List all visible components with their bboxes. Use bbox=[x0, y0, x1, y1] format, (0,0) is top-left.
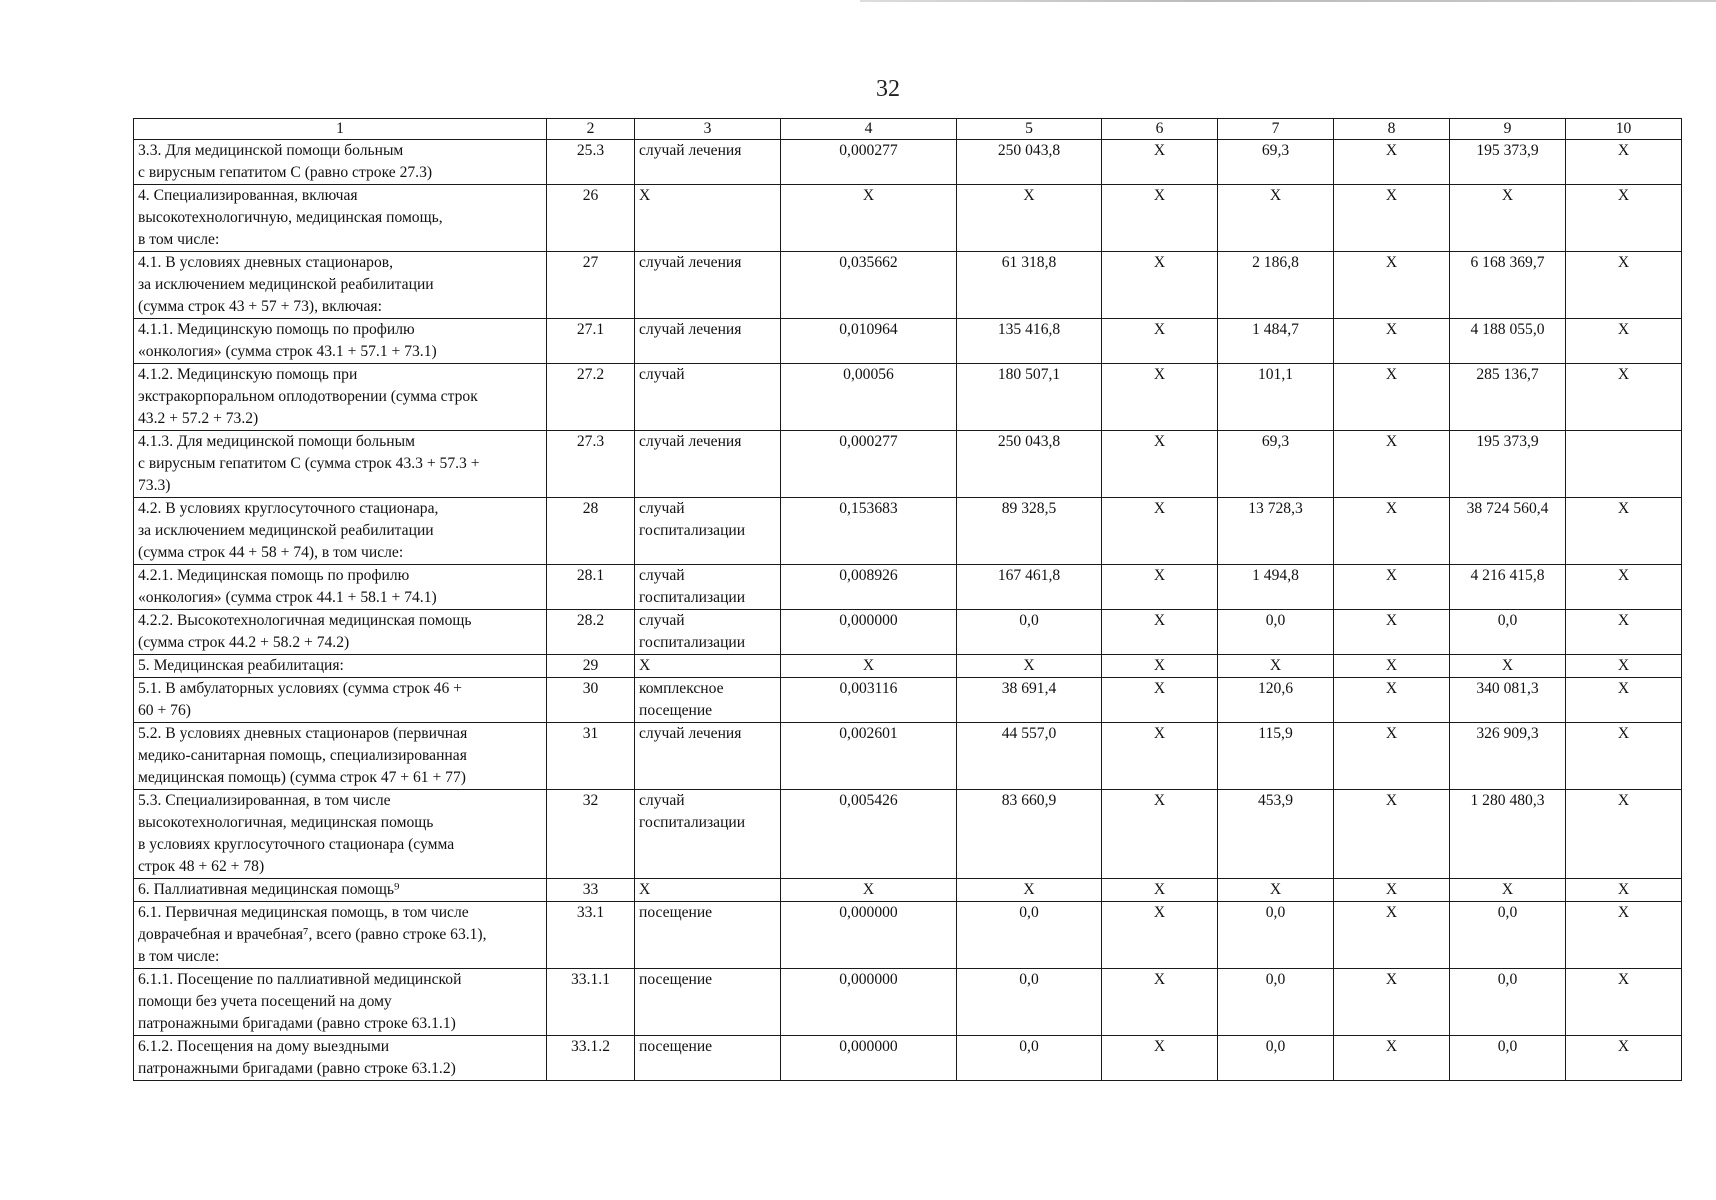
table-row bbox=[134, 969, 1682, 1036]
col-6-value: Х bbox=[1102, 1036, 1218, 1081]
col-6-value: Х bbox=[1102, 319, 1218, 364]
table-row bbox=[134, 364, 1682, 431]
col-8-value: Х bbox=[1334, 565, 1450, 610]
total-cost: Х bbox=[1450, 879, 1566, 902]
row-number: 28.1 bbox=[547, 565, 635, 610]
row-description: 4. Специализированная, включая высокотехнологичную, медицинская помощь, в том числе: bbox=[134, 185, 547, 252]
col-6-value: Х bbox=[1102, 879, 1218, 902]
col-8-value: Х bbox=[1334, 185, 1450, 252]
row-number: 28 bbox=[547, 498, 635, 565]
total-cost: 340 081,3 bbox=[1450, 678, 1566, 723]
column-header: 6 bbox=[1102, 119, 1218, 140]
cost-norm: 83 660,9 bbox=[957, 790, 1102, 879]
volume-norm: 0,005426 bbox=[781, 790, 957, 879]
volume-norm: 0,000000 bbox=[781, 610, 957, 655]
col-8-value: Х bbox=[1334, 790, 1450, 879]
scan-top-edge-line bbox=[860, 0, 1716, 2]
unit: Х bbox=[635, 879, 781, 902]
volume-norm: Х bbox=[781, 185, 957, 252]
unit: случай лечения bbox=[635, 140, 781, 185]
cost-norm: 135 416,8 bbox=[957, 319, 1102, 364]
total-cost: 4 216 415,8 bbox=[1450, 565, 1566, 610]
row-description: 3.3. Для медицинской помощи больным с вирусным гепатитом С (равно строке 27.3) bbox=[134, 140, 547, 185]
row-description: 4.2.1. Медицинская помощь по профилю «онкология» (сумма строк 44.1 + 58.1 + 74.1) bbox=[134, 565, 547, 610]
per-capita-value: 69,3 bbox=[1218, 140, 1334, 185]
unit: случай лечения bbox=[635, 252, 781, 319]
total-cost: 0,0 bbox=[1450, 902, 1566, 969]
row-description: 5. Медицинская реабилитация: bbox=[134, 655, 547, 678]
col-8-value: Х bbox=[1334, 319, 1450, 364]
table-row bbox=[134, 790, 1682, 879]
col-6-value: Х bbox=[1102, 723, 1218, 790]
unit: Х bbox=[635, 185, 781, 252]
col-6-value: Х bbox=[1102, 610, 1218, 655]
per-capita-value: 2 186,8 bbox=[1218, 252, 1334, 319]
volume-norm: 0,000277 bbox=[781, 140, 957, 185]
row-number: 25.3 bbox=[547, 140, 635, 185]
total-cost: 326 909,3 bbox=[1450, 723, 1566, 790]
total-cost: 195 373,9 bbox=[1450, 431, 1566, 498]
cost-norm: 250 043,8 bbox=[957, 140, 1102, 185]
volume-norm: 0,000000 bbox=[781, 969, 957, 1036]
row-number: 28.2 bbox=[547, 610, 635, 655]
table-row bbox=[134, 140, 1682, 185]
col-6-value: Х bbox=[1102, 252, 1218, 319]
table-row bbox=[134, 902, 1682, 969]
col-8-value: Х bbox=[1334, 498, 1450, 565]
col-10-value: Х bbox=[1566, 185, 1682, 252]
col-8-value: Х bbox=[1334, 969, 1450, 1036]
total-cost: Х bbox=[1450, 185, 1566, 252]
per-capita-value: 13 728,3 bbox=[1218, 498, 1334, 565]
col-6-value: Х bbox=[1102, 431, 1218, 498]
col-6-value: Х bbox=[1102, 140, 1218, 185]
table-row bbox=[134, 655, 1682, 678]
unit: случай госпитализации bbox=[635, 498, 781, 565]
col-6-value: Х bbox=[1102, 678, 1218, 723]
row-number: 32 bbox=[547, 790, 635, 879]
row-description: 4.1.2. Медицинскую помощь при экстракорпоральном оплодотворении (сумма строк 43.2 + 57.2 + 73.2) bbox=[134, 364, 547, 431]
col-10-value: Х bbox=[1566, 140, 1682, 185]
total-cost: 6 168 369,7 bbox=[1450, 252, 1566, 319]
row-number: 30 bbox=[547, 678, 635, 723]
unit: случай лечения bbox=[635, 319, 781, 364]
table-row bbox=[134, 185, 1682, 252]
total-cost: 0,0 bbox=[1450, 610, 1566, 655]
volume-norm: Х bbox=[781, 879, 957, 902]
per-capita-value: Х bbox=[1218, 879, 1334, 902]
cost-norm: 38 691,4 bbox=[957, 678, 1102, 723]
col-6-value: Х bbox=[1102, 902, 1218, 969]
per-capita-value: Х bbox=[1218, 185, 1334, 252]
volume-norm: 0,000277 bbox=[781, 431, 957, 498]
data-table bbox=[133, 118, 1682, 1081]
total-cost: 1 280 480,3 bbox=[1450, 790, 1566, 879]
col-10-value bbox=[1566, 431, 1682, 498]
row-description: 6.1.1. Посещение по паллиативной медицинской помощи без учета посещений на дому патронажными бригадами (равно строке 63.1.1) bbox=[134, 969, 547, 1036]
table-row bbox=[134, 252, 1682, 319]
total-cost: 38 724 560,4 bbox=[1450, 498, 1566, 565]
col-8-value: Х bbox=[1334, 655, 1450, 678]
total-cost: 0,0 bbox=[1450, 1036, 1566, 1081]
row-number: 27.3 bbox=[547, 431, 635, 498]
row-description: 4.1.3. Для медицинской помощи больным с вирусным гепатитом С (сумма строк 43.3 + 57.3 + 73.3) bbox=[134, 431, 547, 498]
table-row bbox=[134, 565, 1682, 610]
row-description: 5.1. В амбулаторных условиях (сумма строк 46 + 60 + 76) bbox=[134, 678, 547, 723]
row-number: 33.1.1 bbox=[547, 969, 635, 1036]
column-header: 3 bbox=[635, 119, 781, 140]
col-10-value: Х bbox=[1566, 723, 1682, 790]
table-row bbox=[134, 678, 1682, 723]
column-header: 1 bbox=[134, 119, 547, 140]
col-6-value: Х bbox=[1102, 565, 1218, 610]
row-description: 4.2.2. Высокотехнологичная медицинская помощь (сумма строк 44.2 + 58.2 + 74.2) bbox=[134, 610, 547, 655]
cost-norm: 89 328,5 bbox=[957, 498, 1102, 565]
table-body bbox=[134, 140, 1682, 1081]
col-8-value: Х bbox=[1334, 140, 1450, 185]
volume-norm: 0,003116 bbox=[781, 678, 957, 723]
total-cost: 285 136,7 bbox=[1450, 364, 1566, 431]
unit: случай госпитализации bbox=[635, 565, 781, 610]
col-8-value: Х bbox=[1334, 610, 1450, 655]
volume-norm: 0,00056 bbox=[781, 364, 957, 431]
col-6-value: Х bbox=[1102, 655, 1218, 678]
per-capita-value: 69,3 bbox=[1218, 431, 1334, 498]
per-capita-value: 0,0 bbox=[1218, 969, 1334, 1036]
row-number: 31 bbox=[547, 723, 635, 790]
col-10-value: Х bbox=[1566, 678, 1682, 723]
column-header: 8 bbox=[1334, 119, 1450, 140]
total-cost: 4 188 055,0 bbox=[1450, 319, 1566, 364]
unit: случай bbox=[635, 364, 781, 431]
row-number: 33.1.2 bbox=[547, 1036, 635, 1081]
row-description: 6.1.2. Посещения на дому выездными патронажными бригадами (равно строке 63.1.2) bbox=[134, 1036, 547, 1081]
cost-norm: 61 318,8 bbox=[957, 252, 1102, 319]
unit: случай лечения bbox=[635, 431, 781, 498]
table-row bbox=[134, 319, 1682, 364]
col-6-value: Х bbox=[1102, 364, 1218, 431]
unit: посещение bbox=[635, 902, 781, 969]
col-10-value: Х bbox=[1566, 565, 1682, 610]
row-description: 5.2. В условиях дневных стационаров (первичная медико-санитарная помощь, специализированная медицинская помощь) (сумма строк 47 + 61 + 77) bbox=[134, 723, 547, 790]
col-6-value: Х bbox=[1102, 790, 1218, 879]
row-number: 27.2 bbox=[547, 364, 635, 431]
cost-norm: Х bbox=[957, 185, 1102, 252]
cost-norm: Х bbox=[957, 879, 1102, 902]
unit: комплексное посещение bbox=[635, 678, 781, 723]
table-row bbox=[134, 431, 1682, 498]
col-10-value: Х bbox=[1566, 364, 1682, 431]
per-capita-value: 0,0 bbox=[1218, 610, 1334, 655]
row-number: 33.1 bbox=[547, 902, 635, 969]
column-header: 4 bbox=[781, 119, 957, 140]
col-6-value: Х bbox=[1102, 498, 1218, 565]
table-row bbox=[134, 879, 1682, 902]
per-capita-value: 1 494,8 bbox=[1218, 565, 1334, 610]
col-8-value: Х bbox=[1334, 364, 1450, 431]
volume-norm: 0,153683 bbox=[781, 498, 957, 565]
cost-norm: 180 507,1 bbox=[957, 364, 1102, 431]
col-10-value: Х bbox=[1566, 319, 1682, 364]
cost-norm: Х bbox=[957, 655, 1102, 678]
per-capita-value: 1 484,7 bbox=[1218, 319, 1334, 364]
volume-norm: 0,008926 bbox=[781, 565, 957, 610]
column-header: 7 bbox=[1218, 119, 1334, 140]
table-row bbox=[134, 498, 1682, 565]
volume-norm: 0,000000 bbox=[781, 902, 957, 969]
per-capita-value: 115,9 bbox=[1218, 723, 1334, 790]
per-capita-value: 120,6 bbox=[1218, 678, 1334, 723]
unit: посещение bbox=[635, 1036, 781, 1081]
col-8-value: Х bbox=[1334, 1036, 1450, 1081]
row-number: 26 bbox=[547, 185, 635, 252]
cost-norm: 250 043,8 bbox=[957, 431, 1102, 498]
unit: Х bbox=[635, 655, 781, 678]
per-capita-value: 101,1 bbox=[1218, 364, 1334, 431]
unit: посещение bbox=[635, 969, 781, 1036]
volume-norm: 0,000000 bbox=[781, 1036, 957, 1081]
col-8-value: Х bbox=[1334, 902, 1450, 969]
col-10-value: Х bbox=[1566, 252, 1682, 319]
per-capita-value: 0,0 bbox=[1218, 902, 1334, 969]
col-10-value: Х bbox=[1566, 1036, 1682, 1081]
table-row bbox=[134, 723, 1682, 790]
unit: случай госпитализации bbox=[635, 790, 781, 879]
unit: случай госпитализации bbox=[635, 610, 781, 655]
row-description: 4.1. В условиях дневных стационаров, за исключением медицинской реабилитации (сумма строк 43 + 57 + 73), включая: bbox=[134, 252, 547, 319]
column-number-row bbox=[134, 119, 1682, 140]
volume-norm: 0,010964 bbox=[781, 319, 957, 364]
page-number: 32 bbox=[876, 76, 900, 102]
col-8-value: Х bbox=[1334, 723, 1450, 790]
row-number: 27.1 bbox=[547, 319, 635, 364]
unit: случай лечения bbox=[635, 723, 781, 790]
cost-norm: 0,0 bbox=[957, 1036, 1102, 1081]
col-8-value: Х bbox=[1334, 879, 1450, 902]
col-10-value: Х bbox=[1566, 790, 1682, 879]
cost-norm: 167 461,8 bbox=[957, 565, 1102, 610]
table-row bbox=[134, 1036, 1682, 1081]
volume-norm: 0,035662 bbox=[781, 252, 957, 319]
column-header: 9 bbox=[1450, 119, 1566, 140]
col-10-value: Х bbox=[1566, 655, 1682, 678]
volume-norm: Х bbox=[781, 655, 957, 678]
cost-norm: 44 557,0 bbox=[957, 723, 1102, 790]
row-number: 33 bbox=[547, 879, 635, 902]
column-header: 10 bbox=[1566, 119, 1682, 140]
row-description: 4.1.1. Медицинскую помощь по профилю «онкология» (сумма строк 43.1 + 57.1 + 73.1) bbox=[134, 319, 547, 364]
col-10-value: Х bbox=[1566, 969, 1682, 1036]
col-6-value: Х bbox=[1102, 969, 1218, 1036]
cost-norm: 0,0 bbox=[957, 969, 1102, 1036]
total-cost: 0,0 bbox=[1450, 969, 1566, 1036]
col-8-value: Х bbox=[1334, 678, 1450, 723]
row-number: 27 bbox=[547, 252, 635, 319]
per-capita-value: 453,9 bbox=[1218, 790, 1334, 879]
col-10-value: Х bbox=[1566, 879, 1682, 902]
row-description: 5.3. Специализированная, в том числе высокотехнологичная, медицинская помощь в условиях круглосуточного стационара (сумма строк 48 + 62 + 78) bbox=[134, 790, 547, 879]
cost-norm: 0,0 bbox=[957, 902, 1102, 969]
col-10-value: Х bbox=[1566, 610, 1682, 655]
table-row bbox=[134, 610, 1682, 655]
col-10-value: Х bbox=[1566, 902, 1682, 969]
column-header: 5 bbox=[957, 119, 1102, 140]
per-capita-value: 0,0 bbox=[1218, 1036, 1334, 1081]
column-header: 2 bbox=[547, 119, 635, 140]
cost-norm: 0,0 bbox=[957, 610, 1102, 655]
total-cost: 195 373,9 bbox=[1450, 140, 1566, 185]
col-6-value: Х bbox=[1102, 185, 1218, 252]
volume-norm: 0,002601 bbox=[781, 723, 957, 790]
row-description: 6.1. Первичная медицинская помощь, в том числе доврачебная и врачебная⁷, всего (равно строке 63.1), в том числе: bbox=[134, 902, 547, 969]
col-10-value: Х bbox=[1566, 498, 1682, 565]
row-description: 6. Паллиативная медицинская помощь⁹ bbox=[134, 879, 547, 902]
row-number: 29 bbox=[547, 655, 635, 678]
col-8-value: Х bbox=[1334, 252, 1450, 319]
row-description: 4.2. В условиях круглосуточного стационара, за исключением медицинской реабилитации (сумма строк 44 + 58 + 74), в том числе: bbox=[134, 498, 547, 565]
per-capita-value: Х bbox=[1218, 655, 1334, 678]
col-8-value: Х bbox=[1334, 431, 1450, 498]
total-cost: Х bbox=[1450, 655, 1566, 678]
